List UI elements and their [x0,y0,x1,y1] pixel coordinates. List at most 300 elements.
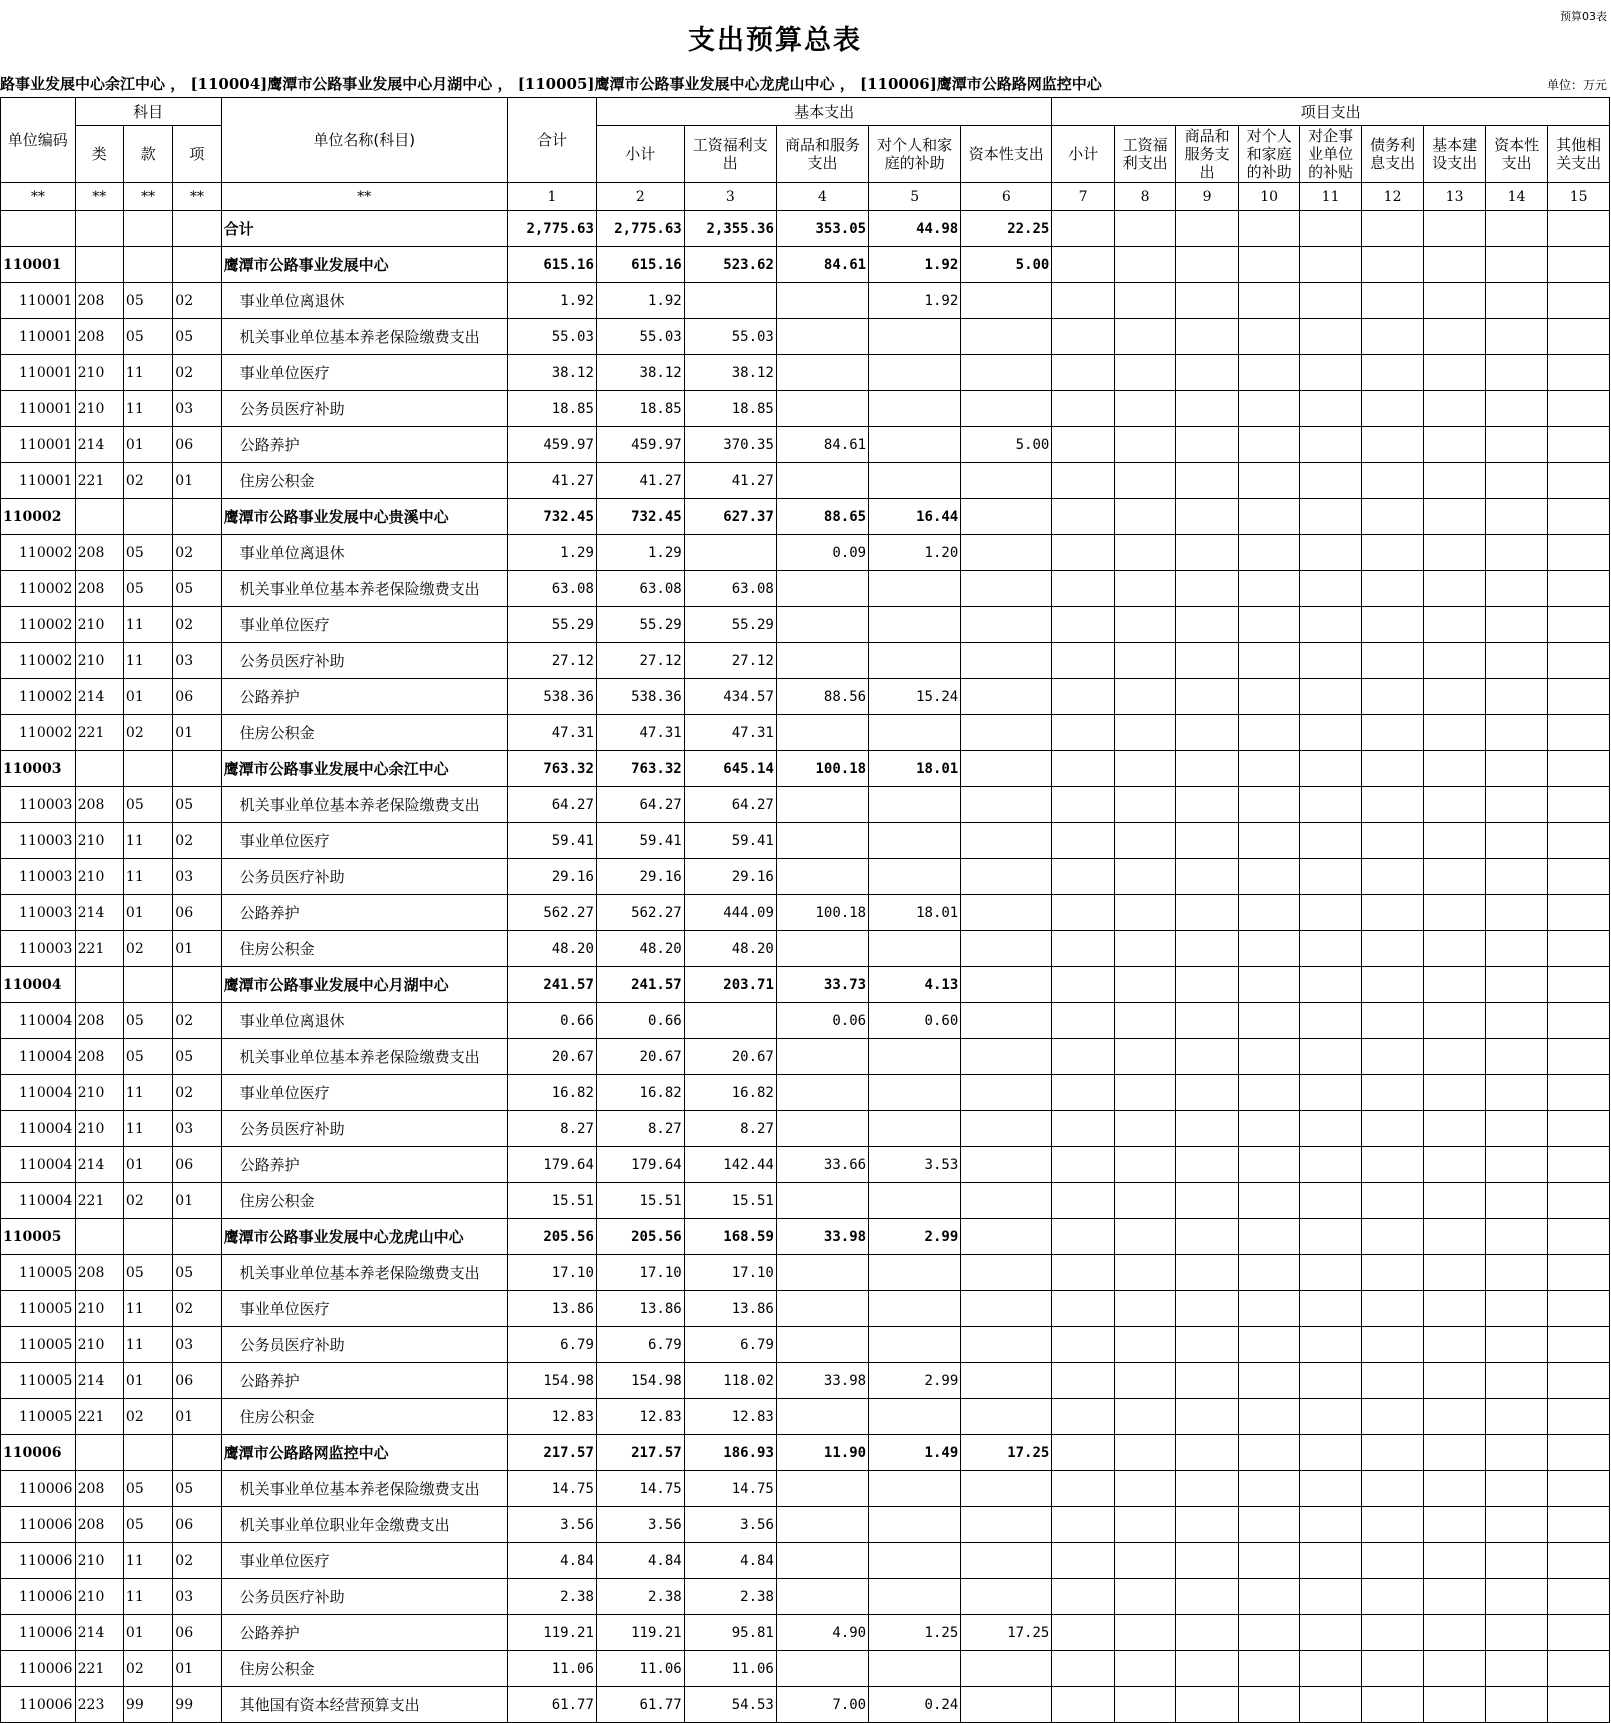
amount-cell: 118.02 [684,1363,776,1399]
amount-cell: 41.27 [508,463,597,499]
project-amount-cell [1114,787,1175,823]
project-amount-cell [1114,1183,1175,1219]
page-title: 支出预算总表 [688,25,862,56]
table-row [1,1471,1610,1507]
project-amount-cell [1548,859,1610,895]
amount-cell [961,967,1052,1003]
project-amount-cell [1548,355,1610,391]
table-row [1,463,1610,499]
project-amount-cell [1300,859,1361,895]
project-amount-cell [1424,931,1485,967]
project-amount-cell [1548,715,1610,751]
amount-cell: 63.08 [684,571,776,607]
lei-cell: 221 [75,1183,123,1219]
amount-cell [869,1291,961,1327]
table-row [1,1615,1610,1651]
amount-cell [961,1003,1052,1039]
project-amount-cell [1300,1147,1361,1183]
unit-code-cell: 110005 [1,1255,76,1291]
amount-cell: 205.56 [596,1219,684,1255]
amount-cell: 29.16 [508,859,597,895]
col-basic-capital: 资本性支出 [961,126,1052,183]
project-amount-cell [1114,571,1175,607]
project-amount-cell [1485,391,1548,427]
amount-cell [776,787,868,823]
project-amount-cell [1176,211,1239,247]
index-cell: 5 [869,183,961,211]
amount-cell [961,751,1052,787]
unit-name-cell: 鹰潭市公路事业发展中心月湖中心 [221,967,507,1003]
amount-cell: 205.56 [508,1219,597,1255]
project-amount-cell [1176,1039,1239,1075]
project-amount-cell [1176,1183,1239,1219]
project-amount-cell [1176,1399,1239,1435]
amount-cell: 459.97 [508,427,597,463]
unit-code-cell: 110005 [1,1399,76,1435]
amount-cell: 2,775.63 [508,211,597,247]
amount-cell [776,1579,868,1615]
amount-cell [869,571,961,607]
project-amount-cell [1114,715,1175,751]
amount-cell: 55.29 [684,607,776,643]
project-amount-cell [1485,463,1548,499]
project-amount-cell [1485,931,1548,967]
project-amount-cell [1485,751,1548,787]
amount-cell: 8.27 [684,1111,776,1147]
unit-name-cell: 鹰潭市公路事业发展中心 [221,247,507,283]
amount-cell [684,535,776,571]
project-amount-cell [1052,679,1115,715]
amount-cell: 0.24 [869,1687,961,1723]
amount-cell [961,1507,1052,1543]
lei-cell: 214 [75,895,123,931]
project-amount-cell [1176,1687,1239,1723]
unit-code-cell: 110006 [1,1687,76,1723]
project-amount-cell [1238,751,1299,787]
project-amount-cell [1548,1003,1610,1039]
kuan-cell: 02 [123,1183,172,1219]
lei-cell: 221 [75,715,123,751]
project-amount-cell [1114,247,1175,283]
unit-code-cell: 110005 [1,1363,76,1399]
project-amount-cell [1176,1291,1239,1327]
unit-code-cell: 110001 [1,391,76,427]
project-amount-cell [1424,1003,1485,1039]
xiang-cell: 02 [173,1291,221,1327]
unit-name-cell: 公路养护 [221,1615,507,1651]
project-amount-cell [1485,1363,1548,1399]
project-amount-cell [1485,1399,1548,1435]
project-amount-cell [1300,1435,1361,1471]
amount-cell [869,1543,961,1579]
project-amount-cell [1548,1111,1610,1147]
lei-cell [75,1435,123,1471]
kuan-cell: 11 [123,1111,172,1147]
project-amount-cell [1424,823,1485,859]
project-amount-cell [1424,607,1485,643]
project-amount-cell [1114,1255,1175,1291]
project-amount-cell [1361,427,1424,463]
unit-code-cell: 110001 [1,319,76,355]
project-amount-cell [1176,1219,1239,1255]
amount-cell: 4.84 [596,1543,684,1579]
amount-cell [961,1183,1052,1219]
table-row [1,679,1610,715]
project-amount-cell [1300,1111,1361,1147]
project-amount-cell [1176,895,1239,931]
lei-cell: 210 [75,1327,123,1363]
table-row [1,1039,1610,1075]
project-amount-cell [1548,1039,1610,1075]
group-row [1,751,1610,787]
project-amount-cell [1485,787,1548,823]
xiang-cell: 03 [173,859,221,895]
col-project-group: 项目支出 [1052,98,1610,126]
amount-cell: 14.75 [508,1471,597,1507]
project-amount-cell [1238,499,1299,535]
project-amount-cell [1485,1651,1548,1687]
lei-cell: 210 [75,1111,123,1147]
project-amount-cell [1052,1003,1115,1039]
project-amount-cell [1176,715,1239,751]
project-amount-cell [1548,1471,1610,1507]
unit-code-cell: 110004 [1,1003,76,1039]
project-amount-cell [1052,1327,1115,1363]
col-subject: 科目 [75,98,221,126]
kuan-cell: 01 [123,427,172,463]
xiang-cell: 05 [173,1039,221,1075]
index-cell: 15 [1548,183,1610,211]
amount-cell: 11.90 [776,1435,868,1471]
table-row [1,283,1610,319]
kuan-cell: 02 [123,1399,172,1435]
project-amount-cell [1052,1255,1115,1291]
lei-cell: 210 [75,1543,123,1579]
project-amount-cell [1424,283,1485,319]
unit-code-cell: 110002 [1,643,76,679]
amount-cell: 59.41 [684,823,776,859]
xiang-cell: 06 [173,895,221,931]
col-basic-subsidy: 对个人和家庭的补助 [869,126,961,183]
amount-cell [869,391,961,427]
amount-cell: 54.53 [684,1687,776,1723]
amount-cell: 1.92 [869,247,961,283]
total-row [1,211,1610,247]
xiang-cell: 02 [173,1003,221,1039]
project-amount-cell [1300,823,1361,859]
project-amount-cell [1485,535,1548,571]
project-amount-cell [1361,1399,1424,1435]
project-amount-cell [1114,643,1175,679]
amount-cell [961,1471,1052,1507]
amount-cell [961,823,1052,859]
amount-cell: 48.20 [684,931,776,967]
table-row [1,931,1610,967]
amount-cell: 14.75 [684,1471,776,1507]
lei-cell: 214 [75,427,123,463]
project-amount-cell [1300,1039,1361,1075]
xiang-cell: 02 [173,283,221,319]
amount-cell: 523.62 [684,247,776,283]
lei-cell [75,247,123,283]
index-cell: 1 [508,183,597,211]
project-amount-cell [1114,355,1175,391]
amount-cell: 179.64 [596,1147,684,1183]
col-total: 合计 [508,98,597,183]
kuan-cell: 01 [123,1147,172,1183]
unit-code-cell: 110004 [1,1111,76,1147]
table-row [1,895,1610,931]
xiang-cell: 06 [173,1363,221,1399]
project-amount-cell [1052,571,1115,607]
lei-cell: 208 [75,1003,123,1039]
amount-cell [961,1327,1052,1363]
project-amount-cell [1485,1255,1548,1291]
table-row [1,1651,1610,1687]
amount-cell [961,1399,1052,1435]
amount-cell [776,1111,868,1147]
group-row [1,247,1610,283]
index-cell: 2 [596,183,684,211]
project-amount-cell [1361,1111,1424,1147]
project-amount-cell [1052,859,1115,895]
unit-name-cell: 住房公积金 [221,931,507,967]
kuan-cell: 11 [123,823,172,859]
xiang-cell: 06 [173,1615,221,1651]
unit-code-cell: 110002 [1,571,76,607]
project-amount-cell [1176,1075,1239,1111]
amount-cell: 13.86 [684,1291,776,1327]
amount-cell: 1.92 [869,283,961,319]
table-row [1,787,1610,823]
project-amount-cell [1424,1399,1485,1435]
kuan-cell: 02 [123,715,172,751]
amount-cell [869,1111,961,1147]
amount-cell: 444.09 [684,895,776,931]
project-amount-cell [1238,1255,1299,1291]
unit-name-cell: 事业单位医疗 [221,1543,507,1579]
project-amount-cell [1052,391,1115,427]
project-amount-cell [1424,679,1485,715]
unit-code-cell: 110002 [1,715,76,751]
xiang-cell: 03 [173,643,221,679]
project-amount-cell [1424,499,1485,535]
project-amount-cell [1548,1219,1610,1255]
kuan-cell: 01 [123,679,172,715]
amount-cell [961,1543,1052,1579]
unit-name-cell: 公务员医疗补助 [221,643,507,679]
amount-cell [776,643,868,679]
amount-cell: 27.12 [508,643,597,679]
lei-cell: 214 [75,1363,123,1399]
xiang-cell: 05 [173,319,221,355]
project-amount-cell [1176,859,1239,895]
xiang-cell [173,1219,221,1255]
project-amount-cell [1114,1543,1175,1579]
amount-cell: 16.82 [596,1075,684,1111]
amount-cell: 353.05 [776,211,868,247]
project-amount-cell [1176,1615,1239,1651]
amount-cell: 119.21 [596,1615,684,1651]
project-amount-cell [1300,1183,1361,1219]
project-amount-cell [1052,823,1115,859]
amount-cell: 179.64 [508,1147,597,1183]
amount-cell: 22.25 [961,211,1052,247]
project-amount-cell [1176,247,1239,283]
project-amount-cell [1052,1075,1115,1111]
kuan-cell [123,1219,172,1255]
lei-cell: 210 [75,823,123,859]
index-cell: 9 [1176,183,1239,211]
project-amount-cell [1424,1147,1485,1183]
project-amount-cell [1424,751,1485,787]
amount-cell: 5.00 [961,427,1052,463]
amount-cell: 4.13 [869,967,961,1003]
project-amount-cell [1052,427,1115,463]
col-basic-salary: 工资福利支出 [684,126,776,183]
project-amount-cell [1052,1291,1115,1327]
project-amount-cell [1238,319,1299,355]
amount-cell: 64.27 [684,787,776,823]
amount-cell [869,715,961,751]
kuan-cell: 11 [123,607,172,643]
project-amount-cell [1052,1543,1115,1579]
table-row [1,1183,1610,1219]
table-row [1,1003,1610,1039]
col-project-subtotal: 小计 [1052,126,1115,183]
amount-cell [869,463,961,499]
index-cell: 13 [1424,183,1485,211]
kuan-cell [123,499,172,535]
project-amount-cell [1361,571,1424,607]
project-amount-cell [1300,1471,1361,1507]
kuan-cell: 11 [123,355,172,391]
project-amount-cell [1176,751,1239,787]
project-amount-cell [1300,679,1361,715]
unit-code-cell: 110004 [1,1183,76,1219]
amount-cell: 645.14 [684,751,776,787]
project-amount-cell [1361,1471,1424,1507]
amount-cell [776,1471,868,1507]
project-amount-cell [1361,859,1424,895]
amount-cell [961,283,1052,319]
amount-cell [869,1075,961,1111]
project-amount-cell [1176,1471,1239,1507]
project-amount-cell [1548,607,1610,643]
project-amount-cell [1300,931,1361,967]
index-cell: 4 [776,183,868,211]
project-amount-cell [1300,571,1361,607]
project-amount-cell [1300,967,1361,1003]
project-amount-cell [1424,1183,1485,1219]
project-amount-cell [1300,1543,1361,1579]
project-amount-cell [1361,391,1424,427]
col-xiang: 项 [173,126,221,183]
project-amount-cell [1424,535,1485,571]
project-amount-cell [1176,931,1239,967]
project-amount-cell [1300,1219,1361,1255]
unit-name-cell: 鹰潭市公路事业发展中心贵溪中心 [221,499,507,535]
unit-name-cell: 事业单位医疗 [221,1291,507,1327]
amount-cell [776,1543,868,1579]
project-amount-cell [1238,967,1299,1003]
amount-cell [776,1075,868,1111]
amount-cell: 18.01 [869,895,961,931]
project-amount-cell [1548,967,1610,1003]
project-amount-cell [1114,463,1175,499]
project-amount-cell [1300,391,1361,427]
lei-cell [75,499,123,535]
kuan-cell: 01 [123,1363,172,1399]
amount-cell [776,859,868,895]
unit-code-cell: 110005 [1,1219,76,1255]
amount-cell: 63.08 [596,571,684,607]
lei-cell: 210 [75,1075,123,1111]
amount-cell [776,283,868,319]
project-amount-cell [1485,607,1548,643]
project-amount-cell [1238,247,1299,283]
amount-cell [684,1003,776,1039]
project-amount-cell [1176,1363,1239,1399]
project-amount-cell [1485,1291,1548,1327]
project-amount-cell [1485,283,1548,319]
amount-cell: 27.12 [596,643,684,679]
amount-cell: 47.31 [684,715,776,751]
project-amount-cell [1114,1327,1175,1363]
amount-cell [961,319,1052,355]
project-amount-cell [1114,1615,1175,1651]
kuan-cell: 05 [123,571,172,607]
project-amount-cell [1485,1579,1548,1615]
project-amount-cell [1238,1579,1299,1615]
project-amount-cell [1548,1183,1610,1219]
amount-cell [869,643,961,679]
amount-cell: 217.57 [596,1435,684,1471]
kuan-cell: 05 [123,319,172,355]
project-amount-cell [1361,787,1424,823]
project-amount-cell [1424,355,1485,391]
unit-code-cell: 110004 [1,1039,76,1075]
project-amount-cell [1238,283,1299,319]
units-line: 路事业发展中心余江中心 ， [110004]鹰潭市公路事业发展中心月湖中心 ， [110005]鹰潭市公路事业发展中心龙虎山中心 ， [110006]鹰潭市公路路网监控中心 [0,75,1102,93]
project-amount-cell [1485,643,1548,679]
table-row [1,643,1610,679]
project-amount-cell [1361,1291,1424,1327]
project-amount-cell [1300,283,1361,319]
amount-cell: 615.16 [596,247,684,283]
kuan-cell: 02 [123,1651,172,1687]
lei-cell: 221 [75,463,123,499]
unit-name-cell: 机关事业单位基本养老保险缴费支出 [221,787,507,823]
amount-cell [869,859,961,895]
amount-cell: 15.51 [508,1183,597,1219]
amount-cell [961,931,1052,967]
project-amount-cell [1424,895,1485,931]
project-amount-cell [1300,211,1361,247]
project-amount-cell [1176,319,1239,355]
amount-cell [869,1255,961,1291]
project-amount-cell [1548,427,1610,463]
xiang-cell: 06 [173,427,221,463]
project-amount-cell [1424,1039,1485,1075]
project-amount-cell [1300,643,1361,679]
amount-cell [776,319,868,355]
project-amount-cell [1424,247,1485,283]
kuan-cell: 11 [123,1327,172,1363]
xiang-cell: 02 [173,535,221,571]
project-amount-cell [1424,1507,1485,1543]
amount-cell [776,1651,868,1687]
